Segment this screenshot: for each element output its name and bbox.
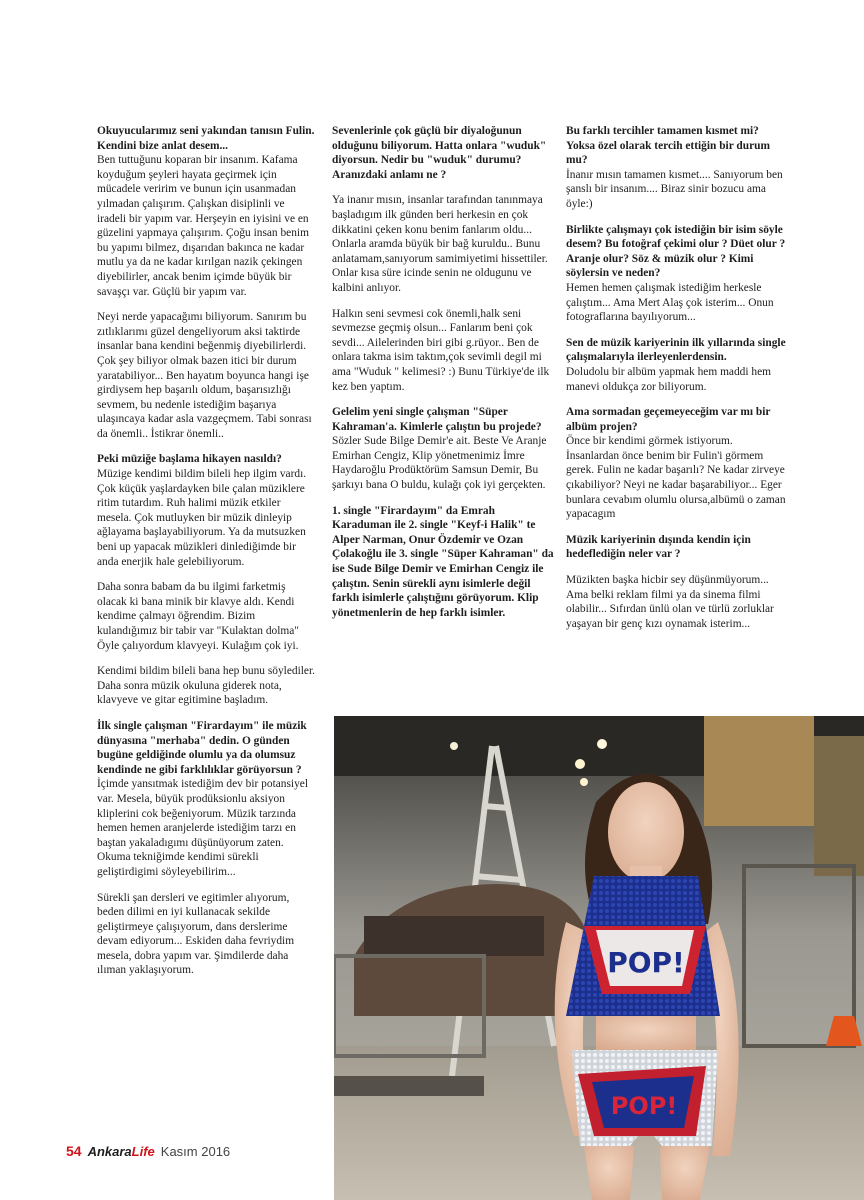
interview-answer: Müzikten başka hicbir sey düşünmüyorum... Ama belki reklam filmi ya da sinema filmi olabilir... Sıfırdan ünlü olan ve türlü zorluklar yaşayan bir genç kızı oynamak isterim... xyxy=(566,574,774,630)
interview-question: Bu farklı tercihler tamamen kısmet mi? Yoksa özel olarak tercih ettiğin bir durum mu? xyxy=(566,125,770,167)
article-paragraph xyxy=(97,124,315,299)
brand-life: Life xyxy=(131,1144,155,1159)
article-paragraph xyxy=(97,664,315,708)
interview-answer: Neyi nerde yapacağımı biliyorum. Sanırım bu zıtlıklarımı güzel dengeliyorum aksi taktirde insanlar bana kendini beğenmiş diyebilirlerdi. Çok şey biliyor olmak bazen itici bir durum yaratabiliyor... Ben hayatım boyunca hangi işe girdiysem hep başarılı oldum, başarısızlığı sevmem, bu nedenle istediğim başarıya ulaşıncaya kadar asla vazgeçmem. Tabi sonrası da önemli.. İstikrar önemli.. xyxy=(97,311,312,440)
article-paragraph xyxy=(332,504,554,621)
article-column-1 xyxy=(97,124,315,989)
interview-answer: Hemen hemen çalışmak istediğim herkesle çalıştım... Ama Mert Alaş çok isterim... Onun fotograflarına bayılıyorum... xyxy=(566,281,774,324)
page-footer xyxy=(66,1143,230,1161)
top-pop-text: POP! xyxy=(607,946,685,979)
article-paragraph xyxy=(332,193,554,295)
interview-answer: Kendimi bildim bileli bana hep bunu söylediler. Daha sonra müzik okuluna giderek nota, klavyeve ve gitar egitimine başladım. xyxy=(97,665,315,707)
article-column-2 xyxy=(332,124,554,631)
article-paragraph xyxy=(566,124,788,212)
interview-answer: Önce bir kendimi görmek istiyorum. İnsanlardan önce benim bir Fulin'i görmem gerek. Fulin ne kadar başarılı? Ne kadar zirveye çıkabiliyor? Neyi ne kadar başarabiliyor... Eger bunlara cevabım olumlu olursa,albümü o zaman yapacagım xyxy=(566,435,786,521)
article-paragraph xyxy=(97,452,315,569)
interview-answer: İçimde yansıtmak istediğim dev bir potansiyel var. Mesela, büyük prodüksionlu aksiyon kliplerini cok beğeniyorum. Müzik tarzında hemen hemen aranjelerde istediğim tarzı en baştan yakaladıgımı düşünüyorum zaten. Okuma tekniğimde kendimi sürekli geliştirdigimi söyleyebilirim... xyxy=(97,778,308,878)
article-paragraph xyxy=(566,573,788,631)
interview-question: Sen de müzik kariyerinin ilk yıllarında single çalışmalarıyla ilerleyenlerdensin. xyxy=(566,336,786,364)
photo-illustration xyxy=(334,716,864,1200)
interview-question: İlk single çalışman "Firardayım" ile müzik dünyasına "merhaba" dedin. O günden bugüne geldiğinde olumlu ya da olumsuz kendinde ne gibi farklılıklar görüyorsun ? xyxy=(97,719,307,776)
interview-answer: Ben tuttuğunu koparan bir insanım. Kafama koyduğum şeyleri hayata geçirmek için mücadele veririm ve bunun için usanmadan yılmadan çalışırım. Çalışkan disiplinli ve iradeli bir yapım var. Herşeyin en iyisini ve en güzelini yapmaya çalışırım. Çoğu insan benim bu yapımı bilmez, dışarıdan bakınca ne kadar mutlu ya da ne kadar kırılgan nazik çekingen diyebilirler, ancak benim içimde büyük bir savaşçı var. Güçlü bir yapım var. xyxy=(97,154,309,298)
article-paragraph xyxy=(332,307,554,395)
interview-answer: Sürekli şan dersleri ve egitimler alıyorum, beden dilimi en iyi kullanacak sekilde geliştirmeye çalışıyorum, dans derslerime devam ediyorum... Eskiden daha fevriydim mesela, dobra yapım var. Şimdilerde daha ılıman yaklaşıyorum. xyxy=(97,891,295,977)
interview-question: Okuyucularımız seni yakından tanısın Fulin. Kendini bize anlat desem... xyxy=(97,125,315,152)
interview-question: 1. single "Firardayım" da Emrah Karaduman ile 2. single "Keyf-i Halik" te Alper Narman, Onur Özdemir ve Ozan Çolakoğlu ile 3. single "Süper Kahraman" da ise Sude Bilge Demir ve Emirhan Cengiz ile çalıştın. Senin sürekli aynı isimlerle değil farklı isimlerle çalıştığını görüyorum. Klip yönetmenlerin de hep farklı isimler. xyxy=(332,504,554,619)
issue-date: Kasım 2016 xyxy=(160,1144,231,1159)
interview-question: Gelelim yeni single çalışman "Süper Kahraman'a. Kimlerle çalıştın bu projede? xyxy=(332,406,542,433)
interview-question: Müzik kariyerinin dışında kendin için hedeflediğin neler var ? xyxy=(566,533,751,561)
brand-ankara: Ankara xyxy=(87,1144,132,1159)
interview-question: Peki müziğe başlama hikayen nasıldı? xyxy=(97,453,282,466)
interview-answer: İnanır mısın tamamen kısmet.... Sanıyorum ben şanslı bir insanım.... Biraz sinir bozucu ama öyle:) xyxy=(566,168,783,210)
magazine-brand xyxy=(88,1144,155,1159)
article-paragraph xyxy=(332,124,554,182)
shorts-pop-text: POP! xyxy=(610,1092,678,1120)
article-paragraph xyxy=(566,405,788,522)
article-column-3 xyxy=(566,124,788,642)
article-paragraph xyxy=(332,405,554,493)
article-paragraph xyxy=(97,719,315,880)
article-paragraph xyxy=(566,336,788,394)
interview-answer: Ya inanır mısın, insanlar tarafından tanınmaya başladıgım ilk günden beri herkesin en çok dikkatini çeken konu benim fanlarım oldu... Onlarla aramda büyük bir bağ kuruldu.. Bunu anlatamam,sanıyorum samimiyetimi hissettiler. Onlar kısa süre icinde senin ne oldugunu ve kalbini anlıyor. xyxy=(332,194,548,294)
article-paragraph xyxy=(97,891,315,979)
interview-question: Sevenlerinle çok güçlü bir diyaloğunun olduğunu biliyorum. Hatta onlara "wuduk" diyorsun. Nedir bu "wuduk" durumu? Aranızdaki anlamı ne ? xyxy=(332,125,547,181)
page-number: 54 xyxy=(66,1143,82,1159)
interview-answer: Halkın seni sevmesi cok önemli,halk seni sevmezse geçmiş olsun... Fanlarım beni çok sevdi... Ailelerinden biri gibi g.rüyor.. Ben de onlara takma isim taktım,çok sevimli degil mi ama "Wuduk " kelimesi? :) Bunu Türkiye'de ilk kez ben yaptım. xyxy=(332,307,550,393)
article-paragraph xyxy=(566,223,788,325)
interview-answer: Doludolu bir albüm yapmak hem maddi hem manevi oldukça zor biliyorum. xyxy=(566,365,771,393)
singer-photo xyxy=(334,716,864,1200)
interview-question: Birlikte çalışmayı çok istediğin bir isim söyle desem? Bu fotoğraf çekimi olur ? Düet olur ? Aranje olur? Söz & müzik olur ? Kimi söylersin ve neden? xyxy=(566,223,786,280)
article-paragraph xyxy=(566,533,788,562)
article-paragraph xyxy=(97,310,315,441)
interview-answer: Sözler Sude Bilge Demir'e ait. Beste Ve Aranje Emirhan Cengiz, Klip yönetmenimiz İmre Haydaroğlu Prodüktörüm Samsun Demir, Bu şarkıyı bana O buldu, kulağı çok iyi gerçekten. xyxy=(332,435,547,492)
interview-question: Ama sormadan geçemeyeceğim var mı bir albüm projen? xyxy=(566,406,771,433)
article-paragraph xyxy=(97,580,315,653)
interview-answer: Daha sonra babam da bu ilgimi farketmiş olacak ki bana minik bir klavye aldı. Kendi kendime çalmayı öğrendim. Bizim kulandığımız bir tabir var "Kulaktan dolma" Öyle çalıyordum klavyeyi. Kulağım çok iyi. xyxy=(97,581,299,652)
interview-answer: Müzige kendimi bildim bileli hep ilgim vardı. Çok küçük yaşlardayken bile çalan müziklere ritim tutardım. Ruh halimi müzik etkiler mesela. Çok mutluyken bir müzik dinleyip ağlayama başlayabiliyorum. Ya da mutsuzken beni up yapacak müzikleri dinlediğimde bir anda enerjik hale gelebiliyorum. xyxy=(97,468,307,568)
